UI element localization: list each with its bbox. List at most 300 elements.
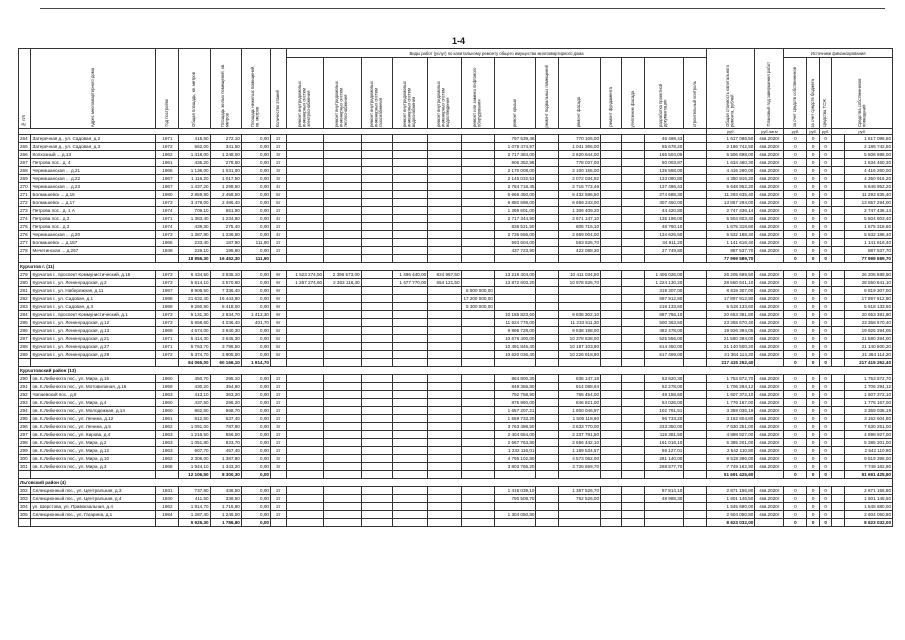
- cell-f1: 0: [784, 239, 807, 247]
- cell-e2: [324, 311, 361, 319]
- cell-ta: 706,10: [179, 207, 210, 215]
- cell-x2: [684, 455, 707, 463]
- cell-proj: 161 016,10: [644, 439, 684, 447]
- subtotal-la: 8 300,30: [210, 471, 241, 479]
- cell-f3: 0: [819, 407, 831, 415]
- cell-n: 298: [19, 439, 31, 447]
- cell-base: [536, 351, 559, 359]
- cell-proj: 48 760,10: [644, 223, 684, 231]
- cell-x2: [684, 271, 707, 279]
- subtotal-x2: [684, 359, 707, 367]
- table-row: [19, 303, 893, 311]
- subtotal-roof: [494, 359, 536, 367]
- cell-na: 0,00: [241, 335, 270, 343]
- header-w1: ремонт внутридомовых инженерных систем электроснабжения: [286, 58, 323, 129]
- cell-x2: [684, 439, 707, 447]
- cell-x1: [621, 247, 644, 255]
- cell-addr: Петрова пос., д. 1 А: [31, 207, 156, 215]
- cell-proj: 135 568,00: [644, 167, 684, 175]
- cell-lift: [461, 215, 494, 223]
- subtotal-f3: 0: [819, 359, 831, 367]
- cell-e3: [361, 159, 392, 167]
- cell-f3: 0: [819, 511, 831, 519]
- cell-e3: [361, 455, 392, 463]
- cell-la: 187,90: [210, 239, 241, 247]
- subtotal-yr: [156, 471, 179, 479]
- subtotal-f2: 0: [807, 255, 819, 263]
- cell-fl: 2г: [270, 207, 286, 215]
- cell-f3: 0: [819, 303, 831, 311]
- cell-x1: [621, 431, 644, 439]
- cell-fl: 2г: [270, 247, 286, 255]
- cell-base: [536, 207, 559, 215]
- cell-roof: 437 723,90: [494, 247, 536, 255]
- cell-e2: [324, 415, 361, 423]
- cell-e3: [361, 207, 392, 215]
- cell-roof: 1 657 207,21: [494, 407, 536, 415]
- subtotal-fl: [270, 519, 286, 527]
- cell-e5: [428, 511, 461, 519]
- cell-proj: 166 504,05: [644, 151, 684, 159]
- cell-ta: 1 387,90: [179, 231, 210, 239]
- header-w3: ремонт внутридомовых инженерных систем газоснабжения: [361, 58, 392, 129]
- cell-roof: 864 800,30: [494, 375, 536, 383]
- cell-own: 20 653 381,80: [844, 311, 892, 319]
- cell-ins: [601, 223, 622, 231]
- cell-ta: 1 287,40: [179, 511, 210, 519]
- cell-la: 1 234,80: [210, 215, 241, 223]
- cell-x1: [621, 191, 644, 199]
- cell-fac: [559, 295, 601, 303]
- cell-fac: 2 716 772,46: [559, 183, 601, 191]
- cell-x1: [621, 271, 644, 279]
- cell-f2: 0: [807, 159, 819, 167]
- cell-e2: 2 396 573,00: [324, 271, 361, 279]
- cell-base: [536, 511, 559, 519]
- subtotal-yp: [755, 519, 784, 527]
- cell-e1: [286, 151, 323, 159]
- cell-la: 3 570,60: [210, 279, 241, 287]
- cell-tot: 1 706 294,12: [707, 383, 755, 391]
- cell-x2: [684, 223, 707, 231]
- cell-addr: Селекционный пос., ул. Центральная, д.3: [31, 487, 156, 495]
- cell-addr: Курчатов г., ул. Ленинградская, д.2: [31, 279, 156, 287]
- cell-yp: 4кв.2020г: [755, 439, 784, 447]
- cell-f3: 0: [819, 311, 831, 319]
- table-row: [19, 183, 893, 191]
- cell-yp: 4кв.2020г: [755, 183, 784, 191]
- cell-lift: [461, 431, 494, 439]
- cell-f2: 0: [807, 199, 819, 207]
- cell-ins: [601, 247, 622, 255]
- cell-e5: [428, 495, 461, 503]
- cell-x1: [621, 183, 644, 191]
- cell-na: 0,00: [241, 183, 270, 191]
- cell-e2: [324, 191, 361, 199]
- cell-la: 3 645,30: [210, 335, 241, 343]
- cell-roof: 10 185 823,60: [494, 311, 536, 319]
- cell-f1: 0: [784, 279, 807, 287]
- cell-fac: 814 088,94: [559, 383, 601, 391]
- cell-yr: 1974: [156, 207, 179, 215]
- subtotal-f3: 0: [819, 255, 831, 263]
- cell-ins: [601, 183, 622, 191]
- cell-e2: [324, 391, 361, 399]
- cell-tot: 5 504 603,40: [707, 215, 755, 223]
- cell-tot: 5 518 133,60: [707, 303, 755, 311]
- cell-x2: [684, 463, 707, 471]
- cell-addr: Курчатов г., проспект Коммунистический, д.15: [31, 271, 156, 279]
- subtotal-tot: 51 691 425,60: [707, 471, 755, 479]
- table-row: [19, 199, 893, 207]
- cell-na: 0,00: [241, 207, 270, 215]
- cell-e2: [324, 423, 361, 431]
- cell-addr: Курчатов г., ул. Ленинградская, д.12: [31, 319, 156, 327]
- cell-fac: 762 526,00: [559, 495, 601, 503]
- subtotal-sp: [832, 519, 844, 527]
- cell-proj: 137 486,43: [644, 183, 684, 191]
- subtotal-proj: [644, 519, 684, 527]
- cell-lift: [461, 495, 494, 503]
- subtotal-n: [19, 471, 31, 479]
- cell-na: 0,00: [241, 271, 270, 279]
- cell-yr: 1962: [156, 455, 179, 463]
- cell-f1: 0: [784, 303, 807, 311]
- subtotal-own: 51 691 425,60: [844, 471, 892, 479]
- cell-yr: 1961: [156, 159, 179, 167]
- cell-fl: 2г: [270, 399, 286, 407]
- cell-n: 286: [19, 327, 31, 335]
- cell-own: 5 648 952,20: [844, 183, 892, 191]
- cell-roof: 797 539,48: [494, 135, 536, 143]
- cell-na: 0,00: [241, 151, 270, 159]
- cell-roof: 1 079 474,97: [494, 143, 536, 151]
- cell-la: 354,60: [210, 383, 241, 391]
- subtotal-row: [19, 359, 893, 367]
- cell-lift: [461, 159, 494, 167]
- cell-yp: 4кв.2020г: [755, 399, 784, 407]
- header-w4: ремонт внутридомовых инженерных систем водоснабжения: [392, 58, 427, 129]
- cell-e4: [392, 343, 427, 351]
- cell-ta: 5 374,70: [179, 351, 210, 359]
- subtotal-na: 1 914,70: [241, 359, 270, 367]
- subtotal-na: 111,90: [241, 255, 270, 263]
- cell-proj: 1 406 026,00: [644, 271, 684, 279]
- cell-e2: 2 363 118,40: [324, 279, 361, 287]
- cell-e1: [286, 231, 323, 239]
- header-f1: за счет средств собственников: [784, 58, 807, 129]
- cell-ta: 1 914,70: [179, 503, 210, 511]
- subtotal-x2: [684, 519, 707, 527]
- cell-ins: [601, 463, 622, 471]
- subtotal-e1: [286, 471, 323, 479]
- cell-sp: [832, 143, 844, 151]
- cell-f2: 0: [807, 399, 819, 407]
- cell-base: [536, 335, 559, 343]
- cell-fac: 3 633 770,00: [559, 423, 601, 431]
- cell-f3: 0: [819, 279, 831, 287]
- cell-sp: [832, 199, 844, 207]
- cell-roof: 10 676 400,00: [494, 335, 536, 343]
- table-row: [19, 319, 893, 327]
- cell-e2: [324, 327, 361, 335]
- cell-e4: [392, 223, 427, 231]
- cell-ins: [601, 295, 622, 303]
- cell-e5: [428, 407, 461, 415]
- cell-f3: 0: [819, 391, 831, 399]
- cell-la: 7 336,40: [210, 287, 241, 295]
- cell-e4: [392, 143, 427, 151]
- cell-base: [536, 423, 559, 431]
- cell-e4: [392, 351, 427, 359]
- cell-fac: 10 411 034,50: [559, 271, 601, 279]
- cell-yp: 4кв.2020г: [755, 167, 784, 175]
- cell-tot: 1 141 616,40: [707, 239, 755, 247]
- cell-x2: [684, 231, 707, 239]
- cell-yp: 4кв.2020г: [755, 383, 784, 391]
- table-row: [19, 511, 893, 519]
- cell-x2: [684, 487, 707, 495]
- cell-own: 19 926 394,05: [844, 327, 892, 335]
- cell-e1: [286, 327, 323, 335]
- cell-f3: 0: [819, 191, 831, 199]
- cell-tot: 4 898 927,00: [707, 431, 755, 439]
- subtotal-base: [536, 359, 559, 367]
- cell-tot: 1 675 318,60: [707, 223, 755, 231]
- section-title: Курчатов г. (11): [19, 263, 893, 271]
- cell-n: 288: [19, 343, 31, 351]
- cell-x1: [621, 223, 644, 231]
- cell-f2: 0: [807, 223, 819, 231]
- cell-f2: 0: [807, 455, 819, 463]
- cell-e2: [324, 335, 361, 343]
- cell-fl: 3г: [270, 455, 286, 463]
- cell-yr: 1989: [156, 303, 179, 311]
- cell-sp: [832, 495, 844, 503]
- cell-own: 1 617 096,50: [844, 135, 892, 143]
- cell-f1: 0: [784, 455, 807, 463]
- cell-f3: 0: [819, 335, 831, 343]
- cell-e5: [428, 247, 461, 255]
- cell-e5: [428, 311, 461, 319]
- cell-f2: 0: [807, 351, 819, 359]
- cell-ins: [601, 215, 622, 223]
- cell-addr: Курчатов г., ул. Ленинградская, д.27: [31, 343, 156, 351]
- cell-f2: 0: [807, 239, 819, 247]
- cell-la: 651,90: [210, 207, 241, 215]
- cell-e1: [286, 503, 323, 511]
- table-row: [19, 487, 893, 495]
- cell-ta: 415,60: [179, 135, 210, 143]
- subtotal-ta: 5 925,30: [179, 519, 210, 527]
- subtotal-ins: [601, 471, 622, 479]
- cell-yp: 4кв.2020г: [755, 223, 784, 231]
- cell-f1: 0: [784, 231, 807, 239]
- subtotal-la: 60 166,10: [210, 359, 241, 367]
- cell-e5: [428, 447, 461, 455]
- subtotal-e5: [428, 255, 461, 263]
- cell-f1: 0: [784, 415, 807, 423]
- cell-yr: 1959: [156, 383, 179, 391]
- cell-fac: 1 506 118,60: [559, 415, 601, 423]
- cell-base: [536, 455, 559, 463]
- cell-yp: 4кв.2020г: [755, 423, 784, 431]
- cell-base: [536, 487, 559, 495]
- cell-ta: 5 131,30: [179, 311, 210, 319]
- cell-sp: [832, 511, 844, 519]
- cell-n: 274: [19, 215, 31, 223]
- cell-yp: 4кв.2020г: [755, 455, 784, 463]
- cell-x2: [684, 335, 707, 343]
- cell-fac: 2 337 781,50: [559, 431, 601, 439]
- cell-e1: [286, 487, 323, 495]
- cell-fac: 778 037,00: [559, 159, 601, 167]
- cell-fl: 9г: [270, 319, 286, 327]
- cell-lift: [461, 335, 494, 343]
- cell-n: 285: [19, 319, 31, 327]
- cell-sp: [832, 343, 844, 351]
- cell-e1: [286, 439, 323, 447]
- cell-proj: 687 756,10: [644, 311, 684, 319]
- cell-yr: 1971: [156, 215, 179, 223]
- cell-fac: 2 620 644,00: [559, 151, 601, 159]
- cell-e2: [324, 135, 361, 143]
- cell-tot: 13 857 294,00: [707, 199, 755, 207]
- cell-e5: [428, 375, 461, 383]
- cell-f2: 0: [807, 407, 819, 415]
- cell-base: [536, 143, 559, 151]
- cell-e4: [392, 167, 427, 175]
- cell-ins: [601, 135, 622, 143]
- cell-e3: [361, 215, 392, 223]
- cell-fl: 2г: [270, 447, 286, 455]
- cell-f2: 0: [807, 335, 819, 343]
- cell-n: 301: [19, 463, 31, 471]
- cell-base: [536, 159, 559, 167]
- cell-x2: [684, 319, 707, 327]
- header-w13: строительный контроль: [684, 58, 707, 129]
- cell-proj: 87 814,10: [644, 487, 684, 495]
- cell-f3: 0: [819, 455, 831, 463]
- cell-addr: ов. К.Либкнехта пос., ул. Мира, д.4: [31, 399, 156, 407]
- cell-tot: 3 359 035,19: [707, 407, 755, 415]
- cell-own: 1 601 146,50: [844, 495, 892, 503]
- cell-f1: 0: [784, 511, 807, 519]
- cell-e3: [361, 223, 392, 231]
- cell-e2: [324, 223, 361, 231]
- cell-n: 264: [19, 135, 31, 143]
- cell-yp: 4кв.2020г: [755, 343, 784, 351]
- cell-roof: 3 763 498,50: [494, 423, 536, 431]
- cell-base: [536, 391, 559, 399]
- cell-tot: 4 416 260,00: [707, 167, 755, 175]
- cell-lift: [461, 199, 494, 207]
- cell-n: 270: [19, 183, 31, 191]
- cell-x1: [621, 311, 644, 319]
- cell-sp: [832, 167, 844, 175]
- cell-ins: [601, 279, 622, 287]
- header-num: № п/п: [19, 49, 31, 129]
- cell-ins: [601, 319, 622, 327]
- cell-n: 295: [19, 415, 31, 423]
- cell-proj: [644, 511, 684, 519]
- cell-proj: 54 026,00: [644, 399, 684, 407]
- cell-tot: 2 604 050,80: [707, 511, 755, 519]
- table-row: [19, 503, 893, 511]
- cell-n: 281: [19, 287, 31, 295]
- cell-ins: [601, 175, 622, 183]
- cell-fac: 2 556 442,10: [559, 439, 601, 447]
- cell-f2: 0: [807, 287, 819, 295]
- cell-fac: 10 226 918,80: [559, 351, 601, 359]
- cell-e2: [324, 199, 361, 207]
- cell-x1: [621, 343, 644, 351]
- subtotal-fac: [559, 471, 601, 479]
- cell-e1: [286, 183, 323, 191]
- cell-na: 0,00: [241, 487, 270, 495]
- cell-e4: [392, 239, 427, 247]
- cell-f3: 0: [819, 247, 831, 255]
- cell-f2: 0: [807, 327, 819, 335]
- cell-lift: [461, 239, 494, 247]
- header-f3: средства ТСЖ: [819, 58, 831, 129]
- cell-ins: [601, 431, 622, 439]
- cell-e4: [392, 511, 427, 519]
- header-w2: ремонт внутридомовых инженерных систем теплоснабжения: [324, 58, 361, 129]
- cell-proj: 50 003,87: [644, 159, 684, 167]
- cell-e2: [324, 287, 361, 295]
- subtotal-e4: [392, 255, 427, 263]
- cell-f3: 0: [819, 215, 831, 223]
- cell-tot: 8 819 307,00: [707, 287, 755, 295]
- cell-n: 267: [19, 159, 31, 167]
- table-row: [19, 135, 893, 143]
- cell-ta: 437,50: [179, 399, 210, 407]
- cell-x1: [621, 399, 644, 407]
- cell-e4: [392, 391, 427, 399]
- table-row: [19, 335, 893, 343]
- cell-e1: [286, 287, 323, 295]
- cell-base: [536, 383, 559, 391]
- cell-f1: 0: [784, 143, 807, 151]
- cell-e1: [286, 247, 323, 255]
- cell-sp: [832, 247, 844, 255]
- cell-addr: ов. К.Либкнехта пос., ул. Мотовилиная, д.16: [31, 383, 156, 391]
- cell-lift: [461, 415, 494, 423]
- cell-e2: [324, 319, 361, 327]
- cell-own: 13 857 294,00: [844, 199, 892, 207]
- section-title: Курчатовский район (13): [19, 367, 893, 375]
- cell-proj: 307 450,00: [644, 199, 684, 207]
- subtotal-addr: [31, 471, 156, 479]
- cell-e2: [324, 383, 361, 391]
- cell-lift: [461, 487, 494, 495]
- cell-ins: [601, 199, 622, 207]
- cell-f1: 0: [784, 375, 807, 383]
- cell-base: [536, 319, 559, 327]
- cell-roof: 2 145 032,53: [494, 175, 536, 183]
- cell-lift: 17 200 000,00: [461, 295, 494, 303]
- cell-sp: [832, 311, 844, 319]
- cell-la: 272,10: [210, 135, 241, 143]
- cell-sp: [832, 239, 844, 247]
- cell-sp: [832, 135, 844, 143]
- cell-e4: [392, 487, 427, 495]
- cell-na: 0,00: [241, 191, 270, 199]
- cell-x2: [684, 303, 707, 311]
- cell-e4: [392, 319, 427, 327]
- cell-sp: [832, 399, 844, 407]
